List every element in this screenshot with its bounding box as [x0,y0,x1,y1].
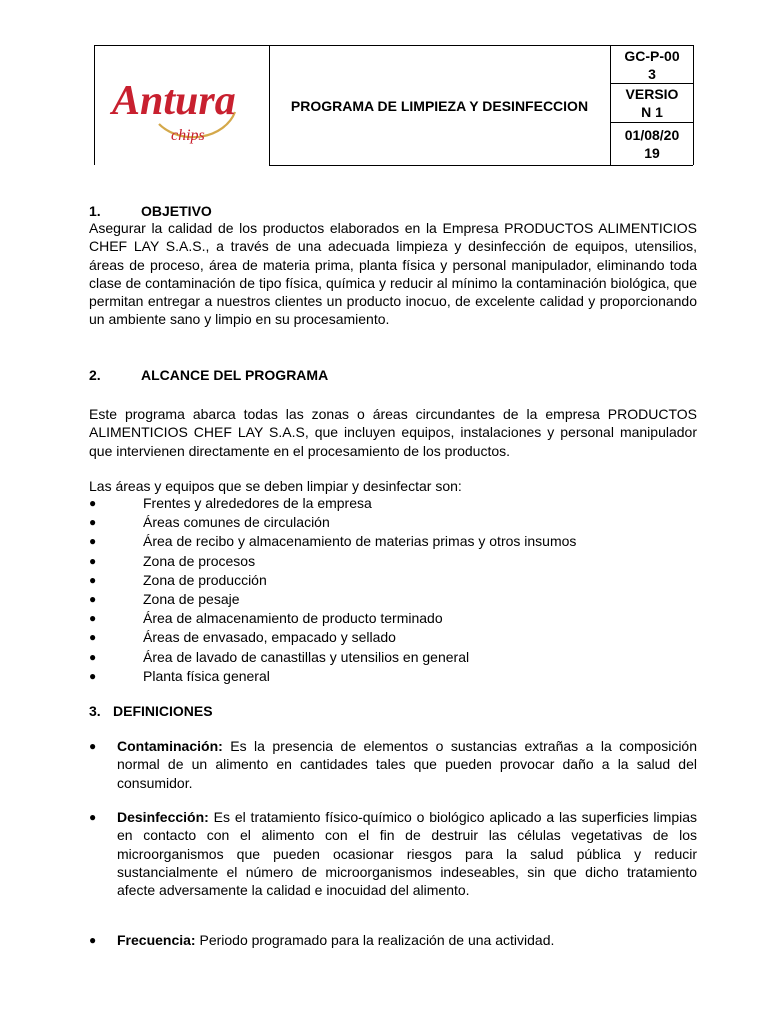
areas-list-item [89,667,697,686]
areas-list-item-label: Áreas comunes de circulación [143,514,330,531]
areas-list-item-label: Planta física general [143,667,270,684]
areas-list-item-label: Zona de producción [143,571,267,588]
areas-list-item [89,609,697,628]
definition-text: Es el tratamiento físico-químico o biológico aplicado a las superficies limpias en contacto con el alimento con el fin de destruir las células vegetativas de los microorganismos que pueden ocasionar riesgos para la salud pública y reducir sustancialmente el número de microorganismos indeseables, sin que dicho tratamiento afecte adversamente la calidad e inocuidad del alimento. [117,809,697,899]
section-2-title: ALCANCE DEL PROGRAMA [141,367,329,383]
bullet: ● [89,933,97,947]
bullet: ● [89,668,97,683]
areas-list-item [89,648,697,667]
areas-list-item-label: Zona de procesos [143,552,256,569]
areas-list-item-label: Área de lavado de canastillas y utensilios en general [143,648,470,665]
areas-list-item [89,628,697,647]
bullet: ● [89,591,97,606]
areas-list-item [89,571,697,590]
document-code: GC-P-003 [624,48,680,82]
areas-list-item [89,494,697,513]
document-version: VERSION 1 [625,86,679,120]
areas-list-item [89,590,697,609]
areas-list-item [89,513,697,532]
areas-list-container [89,494,697,686]
definition-text: Es la presencia de elementos o sustancias extrañas a la composición normal de un alimento en cantidades tales que pueden provocar daño a la salud del consumidor. [117,738,697,791]
areas-list-item [89,552,697,571]
definition-item [89,737,697,792]
bullet: ● [89,649,97,664]
areas-list-item-label: Frentes y alrededores de la empresa [143,495,372,511]
section-2-number: 2. [89,367,101,383]
section-3-heading [89,702,697,720]
section-1-paragraph: Asegurar la calidad de los productos elaborados en la Empresa PRODUCTOS ALIMENTICIOS CHEF LAY S.A.S., a través de una adecuada limpieza y desinfección de equipos, utensilios, áreas de proceso, área de materia prima, planta física y personal manipulador, eliminando toda clase de contaminación de tipo física, química y reducir al mínimo la contaminación biológica, que permitan entregar a nuestros clientes un producto inocuo, de excelente calidad y proporcionando un ambiente sano y limpio en su procesamiento. [89,220,697,328]
bullet: ● [89,739,97,753]
logo-text: Antura [112,78,236,124]
document-date: 01/08/2019 [624,127,680,161]
definition-text: Periodo programado para la realización de una actividad. [195,932,555,948]
definition-item [89,808,697,899]
logo-subtext: chips [171,127,205,144]
definition-term: Frecuencia: [117,932,196,948]
document-title: PROGRAMA DE LIMPIEZA Y DESINFECCION [269,46,610,166]
bullet: ● [89,810,97,824]
section-1-number: 1. [89,203,101,219]
section-2-list-intro: Las áreas y equipos que se deben limpiar y desinfectar son: [89,478,462,494]
definition-item [89,931,697,949]
section-3-number: 3. [89,703,101,719]
bullet: ● [89,611,97,626]
bullet: ● [89,630,97,645]
definition-term: Desinfección: [117,809,209,825]
section-3-title: DEFINICIONES [113,703,213,719]
bullet: ● [89,572,97,587]
bullet: ● [89,496,97,510]
areas-list-item-label: Área de recibo y almacenamiento de materias primas y otros insumos [143,533,577,550]
section-2-heading [89,366,697,384]
areas-list-item-label: Áreas de envasado, empacado y sellado [143,629,396,646]
section-2-paragraph: Este programa abarca todas las zonas o áreas circundantes de la empresa PRODUCTOS ALIMENTICIOS CHEF LAY S.A.S, que incluyen equipos, instalaciones y personal manipulador que intervienen directamente en el procesamiento de los productos. [89,406,697,459]
logo-cell [94,46,270,165]
areas-list [89,494,697,686]
document-version-cell [611,84,693,123]
header-table [94,45,694,165]
bullet: ● [89,534,97,549]
document-date-cell [611,123,693,165]
areas-list-item-label: Zona de pesaje [143,590,240,607]
definition-term: Contaminación: [117,738,223,754]
bullet: ● [89,553,97,568]
bullet: ● [89,515,97,530]
section-1-title: OBJETIVO [141,203,212,219]
antura-chips-logo [107,54,259,158]
section-1-heading [89,202,697,220]
areas-list-item-label: Área de almacenamiento de producto terminado [143,610,443,627]
areas-list-item [89,532,697,551]
document-code-cell [611,46,693,84]
document-meta [610,46,693,166]
